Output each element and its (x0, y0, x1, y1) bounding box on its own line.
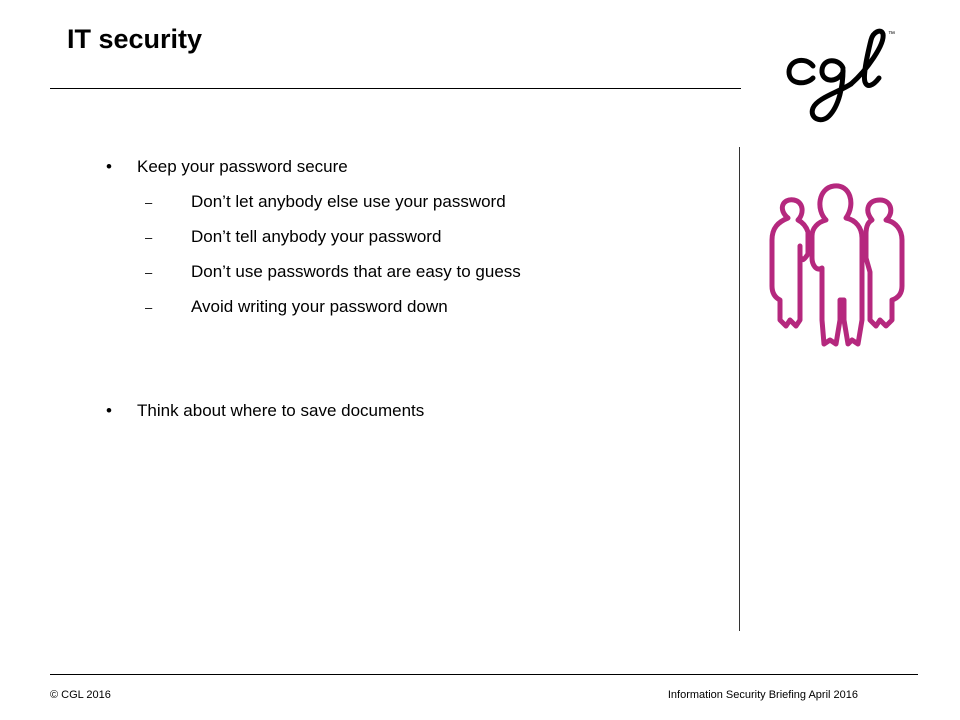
page-title: IT security (67, 24, 203, 54)
sub-bullet-marker: – (145, 195, 153, 210)
sub-bullet-marker: – (145, 300, 153, 315)
title-divider (50, 88, 741, 89)
bullet-item (106, 401, 425, 421)
sub-bullet-item (145, 227, 442, 247)
footer-briefing-title: Information Security Briefing April 2016 (667, 689, 858, 701)
sub-bullet-marker: – (145, 265, 153, 280)
sub-bullet-text: Don’t let anybody else use your password (191, 192, 506, 211)
bullet-marker: • (106, 401, 112, 420)
sub-bullet-item (145, 297, 448, 317)
sub-bullet-text: Don’t use passwords that are easy to guess (191, 262, 521, 281)
bullet-marker: • (106, 157, 112, 176)
bullet-text: Keep your password secure (137, 157, 348, 176)
bullet-text: Think about where to save documents (137, 401, 425, 420)
people-group-icon (764, 180, 906, 350)
sub-bullet-text: Don’t tell anybody your password (191, 227, 442, 246)
sub-bullet-item (145, 192, 506, 212)
vertical-divider (739, 147, 740, 631)
sub-bullet-marker: – (145, 230, 153, 245)
cgl-logo (781, 26, 901, 130)
sub-bullet-item (145, 262, 521, 282)
footer-copyright: © CGL 2016 (50, 689, 111, 701)
sub-bullet-text: Avoid writing your password down (191, 297, 448, 316)
footer-divider (50, 674, 918, 675)
trademark-symbol: ™ (888, 31, 895, 38)
bullet-item (106, 157, 348, 177)
